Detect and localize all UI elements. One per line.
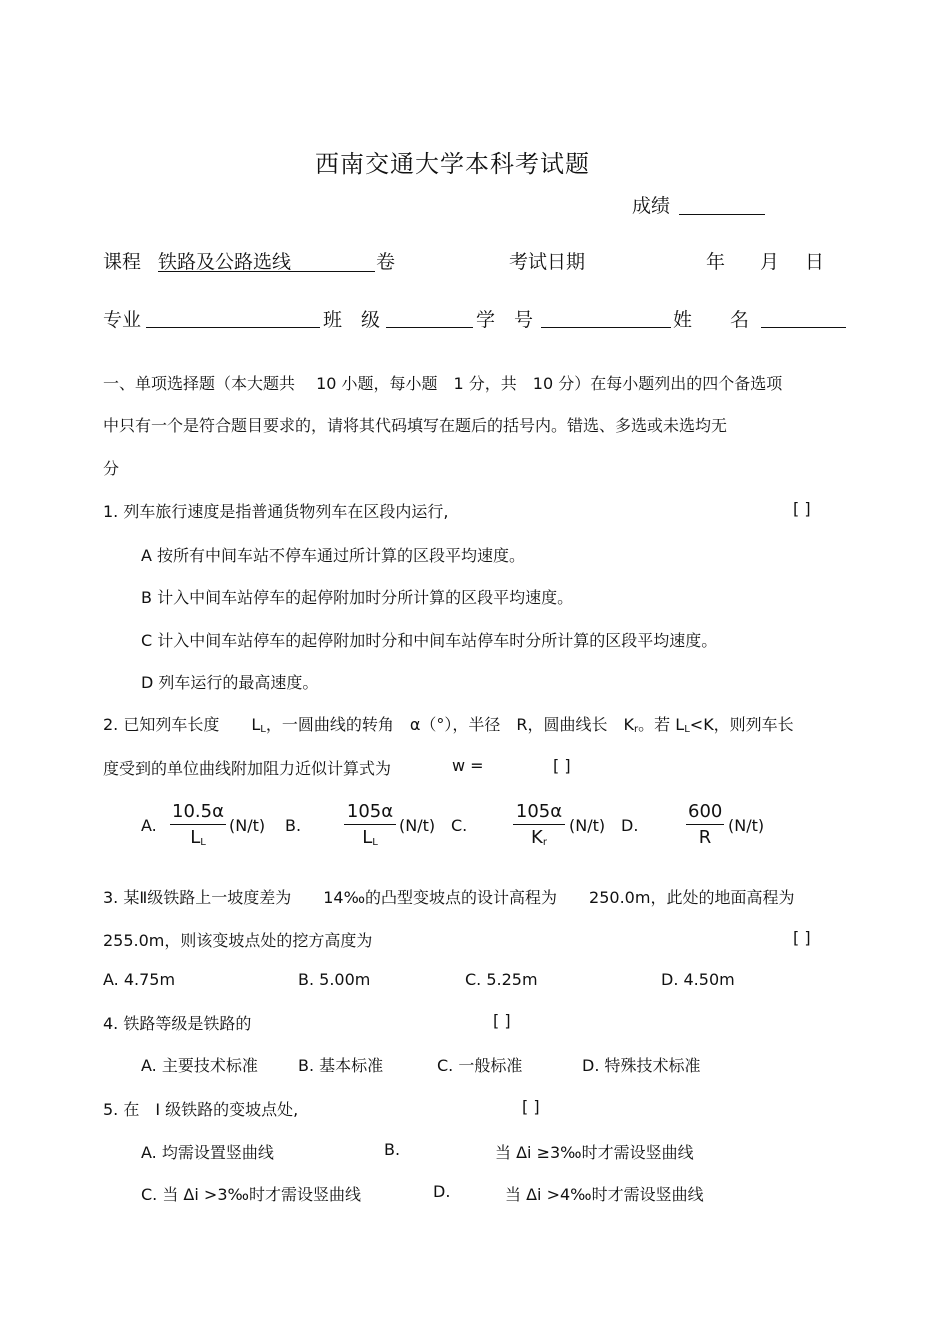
paper-label: 卷: [376, 251, 396, 273]
section-instructions-line3: 分: [103, 459, 120, 478]
student-id-label: 学 号: [476, 309, 534, 331]
exam-date-label: 考试日期: [509, 251, 586, 273]
q2-option-b-fraction: [344, 801, 396, 855]
q2-option-b-denominator: $L_L$: [362, 827, 378, 848]
score-field[interactable]: [679, 196, 765, 215]
q3-stem-line2: 255.0m，则该变坡点处的挖方高度为: [103, 931, 373, 950]
fraction-bar: [513, 824, 565, 825]
q5-option-d: 当 Δi >4‰时才需设竖曲线: [505, 1185, 704, 1204]
fraction-bar: [686, 824, 724, 825]
q1-option-d: D 列车运行的最高速度。: [141, 673, 319, 692]
q4-answer-bracket[interactable]: [ ]: [493, 1011, 511, 1030]
day-label: 日: [805, 251, 825, 273]
q2-option-c-unit: (N/t): [569, 816, 606, 835]
q2-option-b-numerator: 105α: [346, 801, 394, 822]
q2-option-b-label: B.: [285, 816, 302, 835]
q4-option-b: B. 基本标准: [298, 1056, 384, 1075]
q5-option-a: A. 均需设置竖曲线: [141, 1143, 274, 1162]
q2-stem: 2. 已知列车长度 $L_L$，一圆曲线的转角 α（°），半径 R，圆曲线长 $K_r$。若 $L_L<K$，则列车长: [103, 715, 794, 735]
q2-option-a-fraction: [170, 801, 226, 855]
major-label: 专业: [103, 309, 142, 331]
q1-option-c: C 计入中间车站停车的起停附加时分和中间车站停车时分所计算的区段平均速度。: [141, 631, 718, 650]
score-label: 成绩: [632, 195, 671, 217]
page-title: 西南交通大学本科考试题: [315, 150, 590, 178]
fraction-bar: [344, 824, 396, 825]
q5-option-b-label: B.: [384, 1140, 401, 1159]
q2-option-b-unit: (N/t): [399, 816, 436, 835]
q2-stem-line2: 度受到的单位曲线附加阻力近似计算式为: [103, 759, 392, 778]
q2-option-d-unit: (N/t): [728, 816, 765, 835]
q3-option-a: A. 4.75m: [103, 970, 176, 989]
q2-option-d-label: D.: [621, 816, 639, 835]
q2-option-c-denominator: $K_r$: [531, 827, 547, 848]
q4-option-c: C. 一般标准: [437, 1056, 523, 1075]
q2-option-d-fraction: [686, 801, 724, 850]
class-field[interactable]: [386, 309, 473, 328]
fraction-bar: [170, 824, 226, 825]
name-label: 姓 名: [673, 309, 750, 331]
q2-option-c-fraction: [513, 801, 565, 855]
q4-option-a: A. 主要技术标准: [141, 1056, 258, 1075]
q2-answer-bracket[interactable]: [ ]: [553, 756, 571, 775]
q5-option-b: 当 Δi ≥3‰时才需设竖曲线: [495, 1143, 694, 1162]
course-label: 课程: [103, 251, 142, 273]
q2-w-equals: w =: [452, 756, 484, 775]
q1-option-b: B 计入中间车站停车的起停附加时分所计算的区段平均速度。: [141, 588, 574, 607]
q1-option-a: A 按所有中间车站不停车通过所计算的区段平均速度。: [141, 546, 526, 565]
q5-option-c: C. 当 Δi >3‰时才需设竖曲线: [141, 1185, 361, 1204]
q2-option-d-numerator: 600: [688, 801, 723, 822]
course-name: 铁路及公路选线: [158, 251, 292, 273]
q3-option-c: C. 5.25m: [465, 970, 538, 989]
q2-option-a-unit: (N/t): [229, 816, 266, 835]
month-label: 月: [760, 251, 780, 273]
course-name-field[interactable]: [158, 247, 375, 272]
name-field[interactable]: [761, 309, 846, 328]
q2-option-c-label: C.: [451, 816, 468, 835]
q3-stem-line1: 3. 某Ⅱ级铁路上一坡度差为 14‰的凸型变坡点的设计高程为 250.0m，此处的地面高程为: [103, 888, 795, 907]
q2-option-a-denominator: $L_L$: [190, 827, 206, 848]
student-id-field[interactable]: [541, 309, 671, 328]
q2-option-a-label: A.: [141, 816, 157, 835]
q2-option-a-numerator: 10.5α: [172, 801, 224, 822]
q5-option-d-label: D.: [433, 1182, 451, 1201]
major-field[interactable]: [146, 309, 320, 328]
q4-stem: 4. 铁路等级是铁路的: [103, 1014, 252, 1033]
q3-answer-bracket[interactable]: [ ]: [793, 928, 811, 947]
section-instructions-line2: 中只有一个是符合题目要求的，请将其代码填写在题后的括号内。错选、多选或未选均无: [103, 416, 728, 435]
q2-option-d-denominator: R: [698, 827, 712, 848]
q5-stem: 5. 在 Ⅰ 级铁路的变坡点处,: [103, 1100, 299, 1119]
q1-answer-bracket[interactable]: [ ]: [793, 499, 811, 518]
q3-option-b: B. 5.00m: [298, 970, 371, 989]
class-label: 班 级: [323, 309, 381, 331]
year-label: 年: [706, 251, 726, 273]
q1-stem: 1. 列车旅行速度是指普通货物列车在区段内运行,: [103, 502, 449, 521]
q4-option-d: D. 特殊技术标准: [582, 1056, 701, 1075]
q5-answer-bracket[interactable]: [ ]: [522, 1097, 540, 1116]
section-instructions-line1: 一、单项选择题（本大题共 10 小题，每小题 1 分，共 10 分）在每小题列出的四个备选项: [103, 374, 783, 393]
q3-option-d: D. 4.50m: [661, 970, 735, 989]
q2-option-c-numerator: 105α: [515, 801, 563, 822]
